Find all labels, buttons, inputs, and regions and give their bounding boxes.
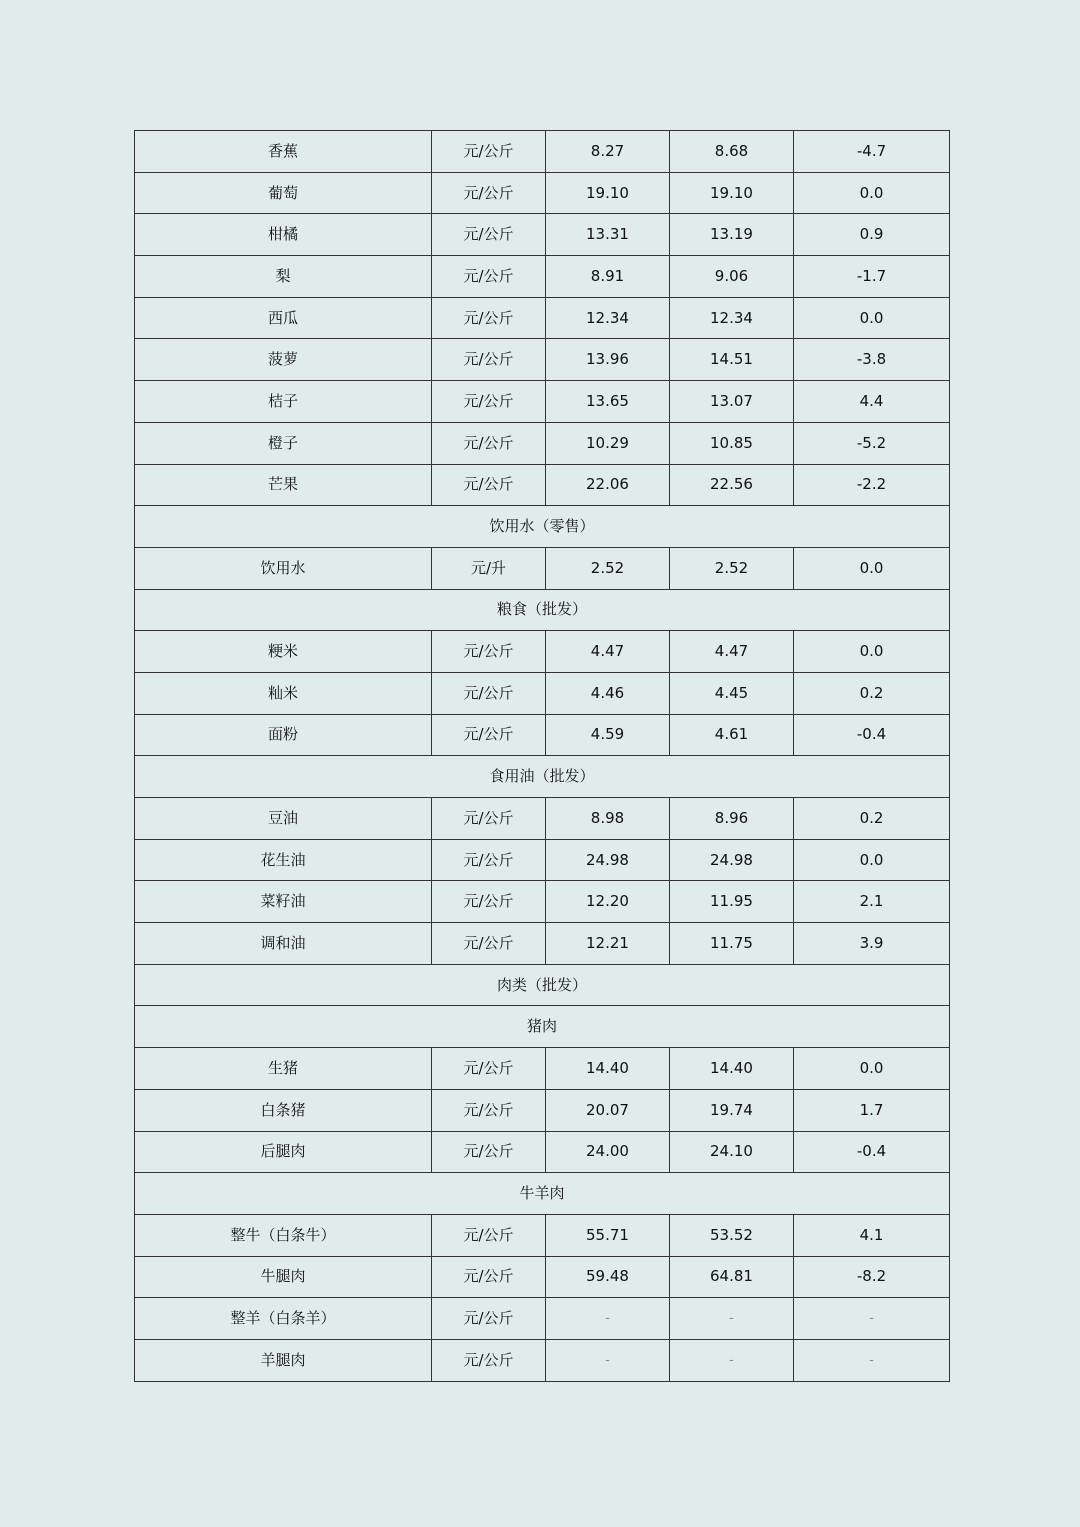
unit-cell: 元/公斤 bbox=[432, 422, 546, 464]
previous-price-cell: 4.61 bbox=[670, 714, 794, 756]
section-header: 猪肉 bbox=[135, 1006, 950, 1048]
previous-price-cell: 22.56 bbox=[670, 464, 794, 506]
change-percent-cell: 0.0 bbox=[794, 547, 950, 589]
unit-cell: 元/公斤 bbox=[432, 464, 546, 506]
change-percent-cell: 0.0 bbox=[794, 631, 950, 673]
current-price-cell: - bbox=[546, 1298, 670, 1340]
section-header: 粮食（批发） bbox=[135, 589, 950, 631]
unit-cell: 元/公斤 bbox=[432, 1339, 546, 1381]
previous-price-cell: 8.96 bbox=[670, 798, 794, 840]
change-percent-cell: 4.1 bbox=[794, 1214, 950, 1256]
item-name-cell: 籼米 bbox=[135, 672, 432, 714]
item-name-cell: 菜籽油 bbox=[135, 881, 432, 923]
unit-cell: 元/公斤 bbox=[432, 714, 546, 756]
previous-price-cell: 11.95 bbox=[670, 881, 794, 923]
change-percent-cell: 2.1 bbox=[794, 881, 950, 923]
item-name-cell: 豆油 bbox=[135, 798, 432, 840]
table-row bbox=[135, 923, 950, 965]
table-row bbox=[135, 1298, 950, 1340]
item-name-cell: 菠萝 bbox=[135, 339, 432, 381]
current-price-cell: 12.20 bbox=[546, 881, 670, 923]
section-header-row bbox=[135, 964, 950, 1006]
current-price-cell: 22.06 bbox=[546, 464, 670, 506]
change-percent-cell: -0.4 bbox=[794, 714, 950, 756]
change-percent-cell: -4.7 bbox=[794, 131, 950, 173]
previous-price-cell: 53.52 bbox=[670, 1214, 794, 1256]
table-row bbox=[135, 297, 950, 339]
section-header-row bbox=[135, 1006, 950, 1048]
previous-price-cell: 13.07 bbox=[670, 381, 794, 423]
section-header-row bbox=[135, 756, 950, 798]
previous-price-cell: 4.47 bbox=[670, 631, 794, 673]
item-name-cell: 白条猪 bbox=[135, 1089, 432, 1131]
table-body bbox=[135, 131, 950, 1382]
previous-price-cell: 19.10 bbox=[670, 172, 794, 214]
previous-price-cell: 4.45 bbox=[670, 672, 794, 714]
change-percent-cell: -8.2 bbox=[794, 1256, 950, 1298]
table-row bbox=[135, 464, 950, 506]
current-price-cell: 14.40 bbox=[546, 1048, 670, 1090]
unit-cell: 元/升 bbox=[432, 547, 546, 589]
current-price-cell: - bbox=[546, 1339, 670, 1381]
unit-cell: 元/公斤 bbox=[432, 672, 546, 714]
table-row bbox=[135, 422, 950, 464]
item-name-cell: 饮用水 bbox=[135, 547, 432, 589]
previous-price-cell: 8.68 bbox=[670, 131, 794, 173]
change-percent-cell: 0.0 bbox=[794, 172, 950, 214]
current-price-cell: 12.34 bbox=[546, 297, 670, 339]
unit-cell: 元/公斤 bbox=[432, 631, 546, 673]
item-name-cell: 香蕉 bbox=[135, 131, 432, 173]
previous-price-cell: 10.85 bbox=[670, 422, 794, 464]
change-percent-cell: 0.0 bbox=[794, 839, 950, 881]
unit-cell: 元/公斤 bbox=[432, 1048, 546, 1090]
section-header: 饮用水（零售） bbox=[135, 506, 950, 548]
current-price-cell: 24.98 bbox=[546, 839, 670, 881]
table-row bbox=[135, 672, 950, 714]
unit-cell: 元/公斤 bbox=[432, 256, 546, 298]
unit-cell: 元/公斤 bbox=[432, 297, 546, 339]
change-percent-cell: 0.2 bbox=[794, 798, 950, 840]
unit-cell: 元/公斤 bbox=[432, 1089, 546, 1131]
change-percent-cell: 3.9 bbox=[794, 923, 950, 965]
section-header-row bbox=[135, 506, 950, 548]
current-price-cell: 13.65 bbox=[546, 381, 670, 423]
unit-cell: 元/公斤 bbox=[432, 839, 546, 881]
item-name-cell: 柑橘 bbox=[135, 214, 432, 256]
table-row bbox=[135, 256, 950, 298]
previous-price-cell: - bbox=[670, 1339, 794, 1381]
change-percent-cell: 0.2 bbox=[794, 672, 950, 714]
table-row bbox=[135, 1131, 950, 1173]
previous-price-cell: 64.81 bbox=[670, 1256, 794, 1298]
table-row bbox=[135, 339, 950, 381]
change-percent-cell: 0.0 bbox=[794, 1048, 950, 1090]
table-row bbox=[135, 547, 950, 589]
previous-price-cell: - bbox=[670, 1298, 794, 1340]
section-header: 食用油（批发） bbox=[135, 756, 950, 798]
current-price-cell: 2.52 bbox=[546, 547, 670, 589]
table-row bbox=[135, 1256, 950, 1298]
item-name-cell: 桔子 bbox=[135, 381, 432, 423]
unit-cell: 元/公斤 bbox=[432, 923, 546, 965]
current-price-cell: 8.27 bbox=[546, 131, 670, 173]
previous-price-cell: 9.06 bbox=[670, 256, 794, 298]
previous-price-cell: 11.75 bbox=[670, 923, 794, 965]
change-percent-cell: 1.7 bbox=[794, 1089, 950, 1131]
previous-price-cell: 13.19 bbox=[670, 214, 794, 256]
item-name-cell: 羊腿肉 bbox=[135, 1339, 432, 1381]
table-row bbox=[135, 714, 950, 756]
table-row bbox=[135, 131, 950, 173]
section-header: 肉类（批发） bbox=[135, 964, 950, 1006]
price-table bbox=[134, 130, 950, 1382]
change-percent-cell: - bbox=[794, 1339, 950, 1381]
current-price-cell: 19.10 bbox=[546, 172, 670, 214]
item-name-cell: 花生油 bbox=[135, 839, 432, 881]
item-name-cell: 粳米 bbox=[135, 631, 432, 673]
change-percent-cell: -0.4 bbox=[794, 1131, 950, 1173]
current-price-cell: 13.31 bbox=[546, 214, 670, 256]
item-name-cell: 橙子 bbox=[135, 422, 432, 464]
previous-price-cell: 12.34 bbox=[670, 297, 794, 339]
previous-price-cell: 24.98 bbox=[670, 839, 794, 881]
item-name-cell: 梨 bbox=[135, 256, 432, 298]
current-price-cell: 4.47 bbox=[546, 631, 670, 673]
change-percent-cell: - bbox=[794, 1298, 950, 1340]
unit-cell: 元/公斤 bbox=[432, 1256, 546, 1298]
unit-cell: 元/公斤 bbox=[432, 172, 546, 214]
previous-price-cell: 2.52 bbox=[670, 547, 794, 589]
table-row bbox=[135, 798, 950, 840]
unit-cell: 元/公斤 bbox=[432, 1131, 546, 1173]
unit-cell: 元/公斤 bbox=[432, 381, 546, 423]
change-percent-cell: 0.9 bbox=[794, 214, 950, 256]
current-price-cell: 59.48 bbox=[546, 1256, 670, 1298]
item-name-cell: 生猪 bbox=[135, 1048, 432, 1090]
table-row bbox=[135, 381, 950, 423]
change-percent-cell: -2.2 bbox=[794, 464, 950, 506]
table-row bbox=[135, 881, 950, 923]
previous-price-cell: 24.10 bbox=[670, 1131, 794, 1173]
table-row bbox=[135, 1214, 950, 1256]
table-row bbox=[135, 631, 950, 673]
table-row bbox=[135, 172, 950, 214]
table-row bbox=[135, 839, 950, 881]
current-price-cell: 4.46 bbox=[546, 672, 670, 714]
table-row bbox=[135, 214, 950, 256]
current-price-cell: 4.59 bbox=[546, 714, 670, 756]
previous-price-cell: 14.51 bbox=[670, 339, 794, 381]
item-name-cell: 后腿肉 bbox=[135, 1131, 432, 1173]
unit-cell: 元/公斤 bbox=[432, 1298, 546, 1340]
unit-cell: 元/公斤 bbox=[432, 131, 546, 173]
current-price-cell: 55.71 bbox=[546, 1214, 670, 1256]
item-name-cell: 调和油 bbox=[135, 923, 432, 965]
table-row bbox=[135, 1339, 950, 1381]
item-name-cell: 葡萄 bbox=[135, 172, 432, 214]
current-price-cell: 20.07 bbox=[546, 1089, 670, 1131]
item-name-cell: 芒果 bbox=[135, 464, 432, 506]
current-price-cell: 8.91 bbox=[546, 256, 670, 298]
unit-cell: 元/公斤 bbox=[432, 798, 546, 840]
table-row bbox=[135, 1048, 950, 1090]
current-price-cell: 12.21 bbox=[546, 923, 670, 965]
current-price-cell: 10.29 bbox=[546, 422, 670, 464]
item-name-cell: 整牛（白条牛） bbox=[135, 1214, 432, 1256]
previous-price-cell: 14.40 bbox=[670, 1048, 794, 1090]
item-name-cell: 牛腿肉 bbox=[135, 1256, 432, 1298]
current-price-cell: 24.00 bbox=[546, 1131, 670, 1173]
previous-price-cell: 19.74 bbox=[670, 1089, 794, 1131]
section-header-row bbox=[135, 1173, 950, 1215]
current-price-cell: 13.96 bbox=[546, 339, 670, 381]
item-name-cell: 西瓜 bbox=[135, 297, 432, 339]
table-row bbox=[135, 1089, 950, 1131]
change-percent-cell: -1.7 bbox=[794, 256, 950, 298]
item-name-cell: 面粉 bbox=[135, 714, 432, 756]
change-percent-cell: -5.2 bbox=[794, 422, 950, 464]
unit-cell: 元/公斤 bbox=[432, 881, 546, 923]
unit-cell: 元/公斤 bbox=[432, 1214, 546, 1256]
section-header: 牛羊肉 bbox=[135, 1173, 950, 1215]
change-percent-cell: -3.8 bbox=[794, 339, 950, 381]
change-percent-cell: 4.4 bbox=[794, 381, 950, 423]
change-percent-cell: 0.0 bbox=[794, 297, 950, 339]
item-name-cell: 整羊（白条羊） bbox=[135, 1298, 432, 1340]
unit-cell: 元/公斤 bbox=[432, 214, 546, 256]
current-price-cell: 8.98 bbox=[546, 798, 670, 840]
section-header-row bbox=[135, 589, 950, 631]
unit-cell: 元/公斤 bbox=[432, 339, 546, 381]
